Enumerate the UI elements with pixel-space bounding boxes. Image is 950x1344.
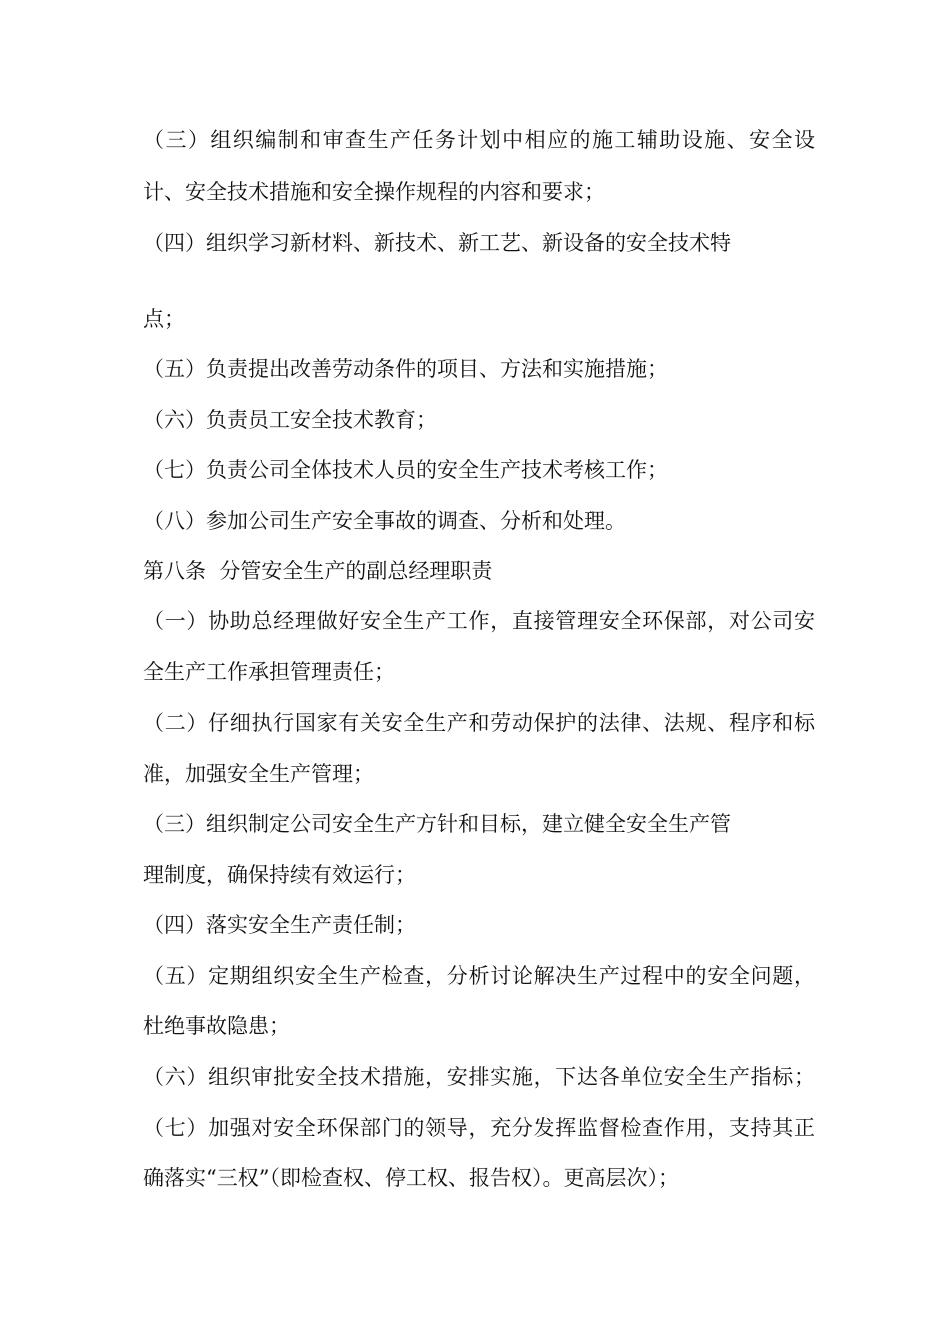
text-line: 点； xyxy=(143,307,185,331)
text-line: （七）加强对安全环保部门的领导，充分发挥监督检查作用，支持其正 xyxy=(143,1116,815,1140)
text-line: 确落实“三权”（即检查权、停工权、报告权）。更高层次）； xyxy=(143,1166,679,1190)
text-line: （六）组织审批安全技术措施，安排实施，下达各单位安全生产指标； xyxy=(143,1065,815,1089)
text-line: （五）定期组织安全生产检查，分析讨论解决生产过程中的安全问题， xyxy=(143,964,815,988)
text-line: （三）组织编制和审查生产任务计划中相应的施工辅助设施、安全设 xyxy=(143,128,815,152)
text-line: 计、安全技术措施和安全操作规程的内容和要求； xyxy=(143,180,605,204)
text-line: 准，加强安全生产管理； xyxy=(143,762,374,786)
text-line: （四）组织学习新材料、新技术、新工艺、新设备的安全技术特 xyxy=(143,231,731,255)
section-heading: 第八条 分管安全生产的副总经理职责 xyxy=(143,559,493,583)
text-line: （五）负责提出改善劳动条件的项目、方法和实施措施； xyxy=(143,357,668,381)
text-line: （八）参加公司生产安全事故的调查、分析和处理。 xyxy=(143,509,626,533)
text-line: （六）负责员工安全技术教育； xyxy=(143,408,437,432)
text-line: （二）仔细执行国家有关安全生产和劳动保护的法律、法规、程序和标 xyxy=(143,711,815,735)
text-line: （一）协助总经理做好安全生产工作，直接管理安全环保部，对公司安 xyxy=(143,609,815,633)
text-line: 理制度，确保持续有效运行； xyxy=(143,863,416,887)
text-line: （三）组织制定公司安全生产方针和目标，建立健全安全生产管 xyxy=(143,812,731,836)
text-line: （七）负责公司全体技术人员的安全生产技术考核工作； xyxy=(143,458,668,482)
text-line: 全生产工作承担管理责任； xyxy=(143,660,395,684)
text-line: 杜绝事故隐患； xyxy=(143,1014,290,1038)
text-line: （四）落实安全生产责任制； xyxy=(143,913,416,937)
